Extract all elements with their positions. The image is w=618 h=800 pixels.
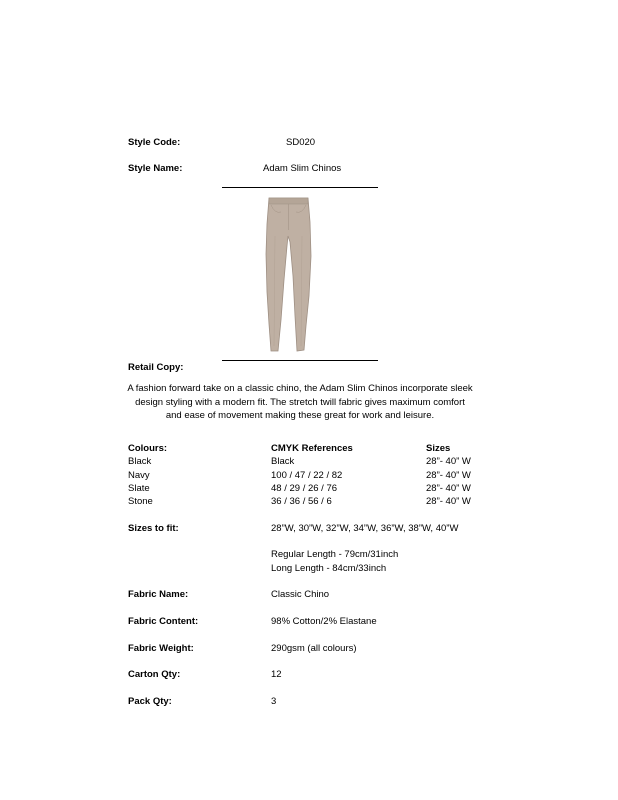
size-range: 28”- 40” W: [426, 470, 471, 481]
colour-name: Slate: [128, 483, 150, 494]
regular-length: Regular Length - 79cm/31inch: [271, 549, 399, 560]
pack-qty-value: 3: [271, 696, 277, 707]
long-length: Long Length - 84cm/33inch: [271, 563, 387, 574]
cmyk-value: 36 / 36 / 56 / 6: [271, 496, 332, 507]
style-name-label: Style Name:: [128, 163, 183, 174]
retail-copy-label: Retail Copy:: [128, 362, 184, 373]
retail-copy-text: [122, 382, 478, 423]
carton-qty-label: Carton Qty:: [128, 669, 181, 680]
product-image-chinos: [260, 196, 318, 354]
chino-trousers-illustration: [266, 198, 311, 351]
cmyk-value: Black: [271, 456, 295, 467]
colour-name: Navy: [128, 470, 150, 481]
fabric-weight-value: 290gsm (all colours): [271, 643, 357, 654]
cmyk-value: 100 / 47 / 22 / 82: [271, 470, 343, 481]
retail-copy-line: A fashion forward take on a classic chino, the Adam Slim Chinos incorporate sleek: [127, 383, 473, 394]
size-range: 28”- 40” W: [426, 456, 471, 467]
sizes-to-fit-label: Sizes to fit:: [128, 523, 179, 534]
sizes-to-fit-value: 28”W, 30”W, 32”W, 34”W, 36”W, 38”W, 40”W: [271, 523, 459, 534]
bottom-divider: [222, 360, 378, 361]
colour-name: Stone: [128, 496, 153, 507]
carton-qty-value: 12: [271, 669, 282, 680]
cmyk-value: 48 / 29 / 26 / 76: [271, 483, 338, 494]
retail-copy-line: design styling with a modern fit. The stretch twill fabric gives maximum comfort: [135, 396, 465, 408]
sizes-header: Sizes: [426, 443, 451, 454]
pack-qty-label: Pack Qty:: [128, 696, 172, 707]
colour-name: Black: [128, 456, 152, 467]
fabric-content-label: Fabric Content:: [128, 616, 199, 627]
style-code-label: Style Code:: [128, 137, 181, 148]
colours-header: Colours:: [128, 443, 168, 454]
style-code-value: SD020: [286, 137, 316, 148]
fabric-name-value: Classic Chino: [271, 589, 330, 600]
style-name-value: Adam Slim Chinos: [263, 163, 342, 174]
size-range: 28”- 40” W: [426, 483, 471, 494]
fabric-name-label: Fabric Name:: [128, 589, 189, 600]
top-divider: [222, 187, 378, 188]
fabric-content-value: 98% Cotton/2% Elastane: [271, 616, 377, 627]
cmyk-header: CMYK References: [271, 443, 353, 454]
size-range: 28”- 40” W: [426, 496, 471, 507]
fabric-weight-label: Fabric Weight:: [128, 643, 194, 654]
retail-copy-line: and ease of movement making these great for work and leisure.: [165, 410, 435, 421]
